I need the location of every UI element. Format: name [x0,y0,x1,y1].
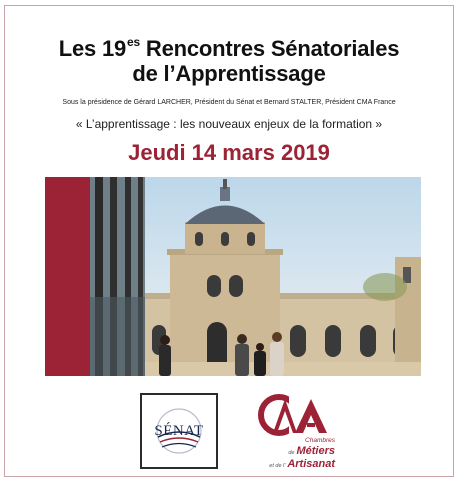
senat-logo [140,393,218,469]
senate-building-photo [45,177,421,376]
event-title-line2: de l’Apprentissage [132,61,326,86]
presidency-subtitle: Sous la présidence de Gérard LARCHER, Président du Sénat et Bernard STALTER, Président CMA France [62,99,396,106]
cma-logo [255,393,335,473]
partner-logos [5,393,453,473]
cma-line2: de Métiers [288,445,335,457]
event-theme: « L’apprentissage : les nouveaux enjeux de la formation » [75,117,383,131]
event-title-line1: Les $19^{es}$ Rencontres Sénatoriales [58,34,400,61]
invitation-card [4,5,454,477]
cma-line3: et de l' Artisanat [269,458,335,470]
cma-line1: Chambres [305,437,335,444]
senat-logo-text: SÉNAT [154,423,204,439]
event-date: Jeudi 14 mars 2019 [128,140,330,165]
